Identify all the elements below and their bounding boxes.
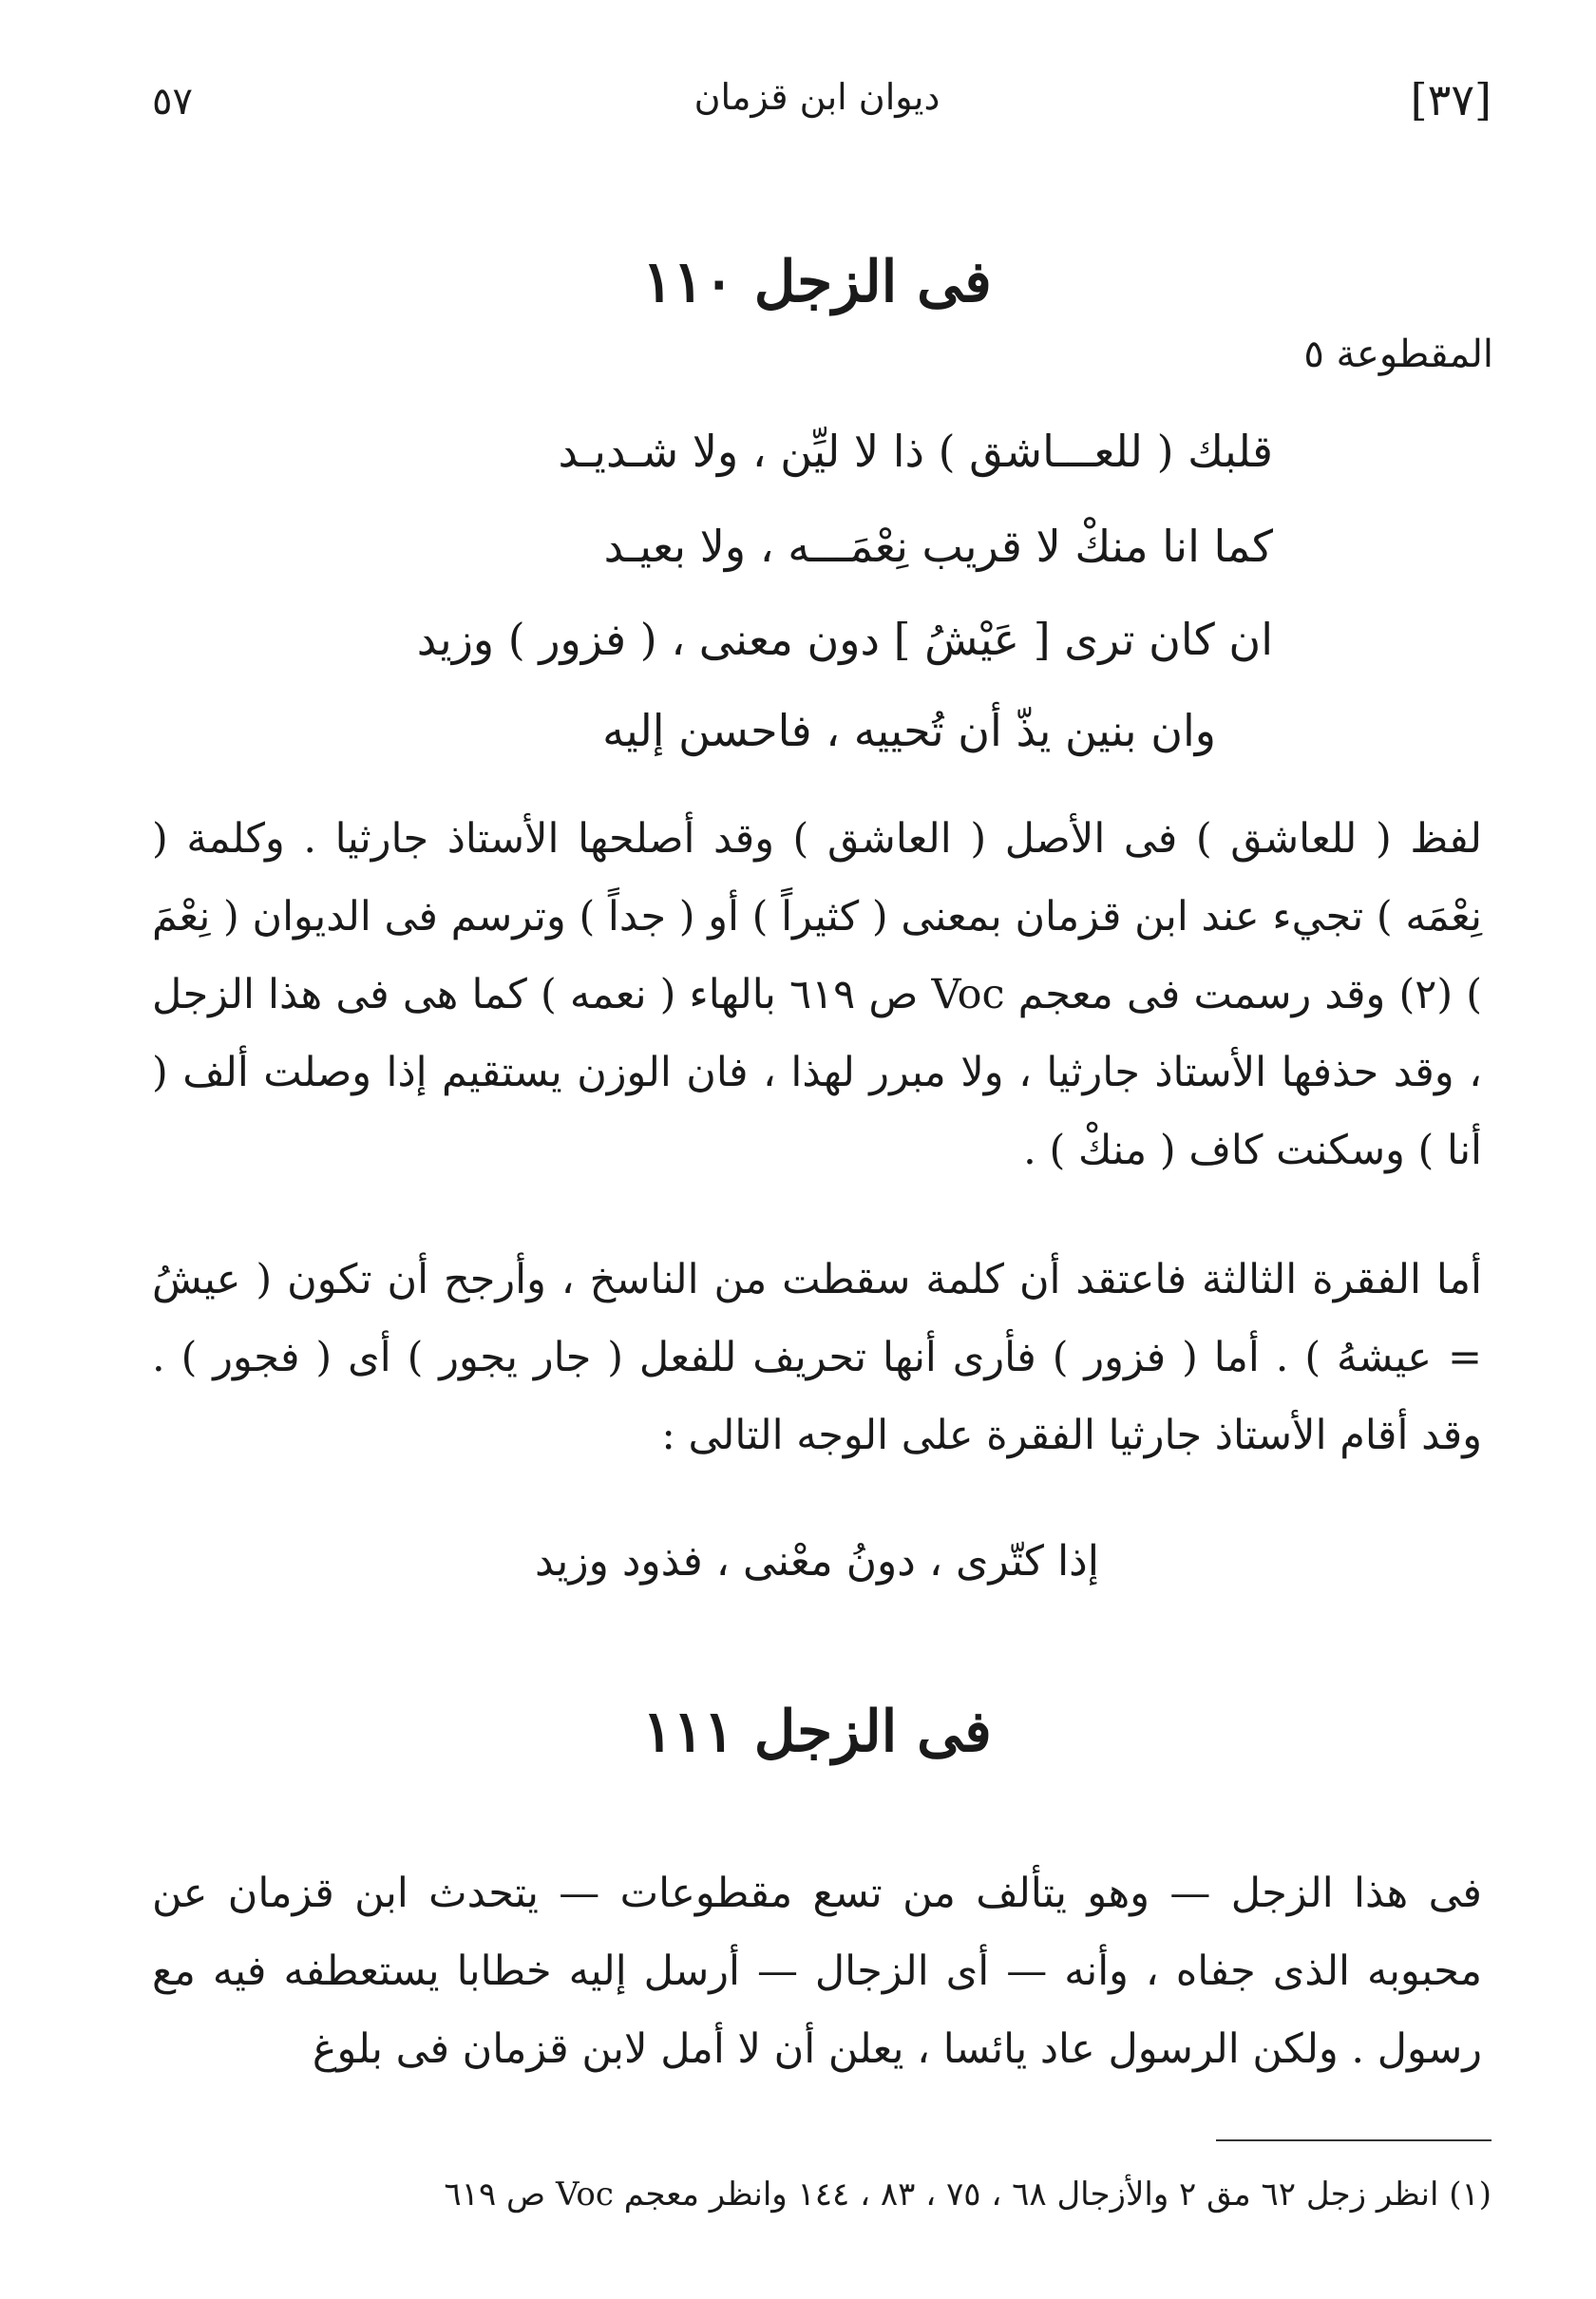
commentary-paragraph-1: لفظ ( للعاشق ) فى الأصل ( العاشق ) وقد أصلحها الأستاذ جارثيا . وكلمة ( نِعْمَه ) تجيء عند ابن قزمان بمعنى ( كثيراً ) أو ( جداً ) وترسم فى الديوان ( نِعْمَ ) (٢) وقد رسمت فى معجم Voc ص ٦١٩ بالهاء ( نعمه ) كما هى فى هذا الزجل ، وقد حذفها الأستاذ جارثيا ، ولا مبرر لهذا ، فان الوزن يستقيم إذا وصلت ألف ( أنا ) وسكنت كاف ( منكْ ) . — [152, 815, 1482, 1174]
verse-hemistich-first: وان بنين يذّ أن تُحييه ، — [811, 705, 1216, 756]
verse-line-3 — [417, 614, 1273, 665]
commentary-paragraph-2: أما الفقرة الثالثة فاعتقد أن كلمة سقطت من الناسخ ، وأرجح أن تكون ( عيشُ = عيشهُ ) . أما ( فزور ) فأرى أنها تحريف للفعل ( جار يجور ) أى ( فجور ) . وقد أقام الأستاذ جارثيا الفقرة على الوجه التالى : — [152, 1256, 1482, 1459]
verse-hemistich-second: فاحسن إليه — [602, 705, 812, 756]
page-number: ٥٧ — [152, 80, 193, 124]
footnote: (١) انظر زجل ٦٢ مق ٢ والأزجال ٦٨ ، ٧٥ ، ٨٣ ، ١٤٤ وانظر معجم Voc ص ٦١٩ — [444, 2176, 1492, 2214]
verse-hemistich-second: ولا شـديـد — [558, 426, 739, 477]
proposed-reading: إذا كتّرى ، دونُ معْنى ، فذود وزيد — [535, 1537, 1099, 1586]
section-title-111: فى الزجل ١١١ — [642, 1699, 992, 1765]
verse-line-1 — [559, 426, 1273, 477]
verse-line-4 — [602, 705, 1216, 756]
verse-hemistich-first: قلبك ( للعـــاشق ) ذا لا ليِّن ، — [738, 426, 1273, 477]
running-title: ديوان ابن قزمان — [694, 76, 940, 118]
verse-line-2 — [604, 521, 1273, 572]
page-header — [142, 74, 1492, 150]
folio-bracket: [٣٧] — [1410, 74, 1492, 125]
section-title-110: فى الزجل ١١٠ — [642, 249, 992, 315]
stanza-label: المقطوعة ٥ — [1303, 332, 1493, 376]
verse-hemistich-first: كما انا منكْ لا قريب نِعْمَـــه ، — [746, 521, 1273, 572]
footnote-divider — [1216, 2139, 1492, 2141]
verse-hemistich-second: ولا بعيـد — [603, 521, 747, 572]
verse-hemistich-first: ان كان ترى [ عَيْشُ ] دون معنى ، — [656, 614, 1273, 665]
intro-paragraph: فى هذا الزجل — وهو يتألف من تسع مقطوعات — يتحدث ابن قزمان عن محبوبه الذى جفاه ، وأنه — أى الزجال — أرسل إليه خطابا يستعطفه فيه مع رسول . ولكن الرسول عاد يائسا ، يعلن أن لا أمل لابن قزمان فى بلوغ — [152, 1870, 1482, 2073]
verse-hemistich-second: ( فزور ) وزيد — [416, 614, 657, 665]
